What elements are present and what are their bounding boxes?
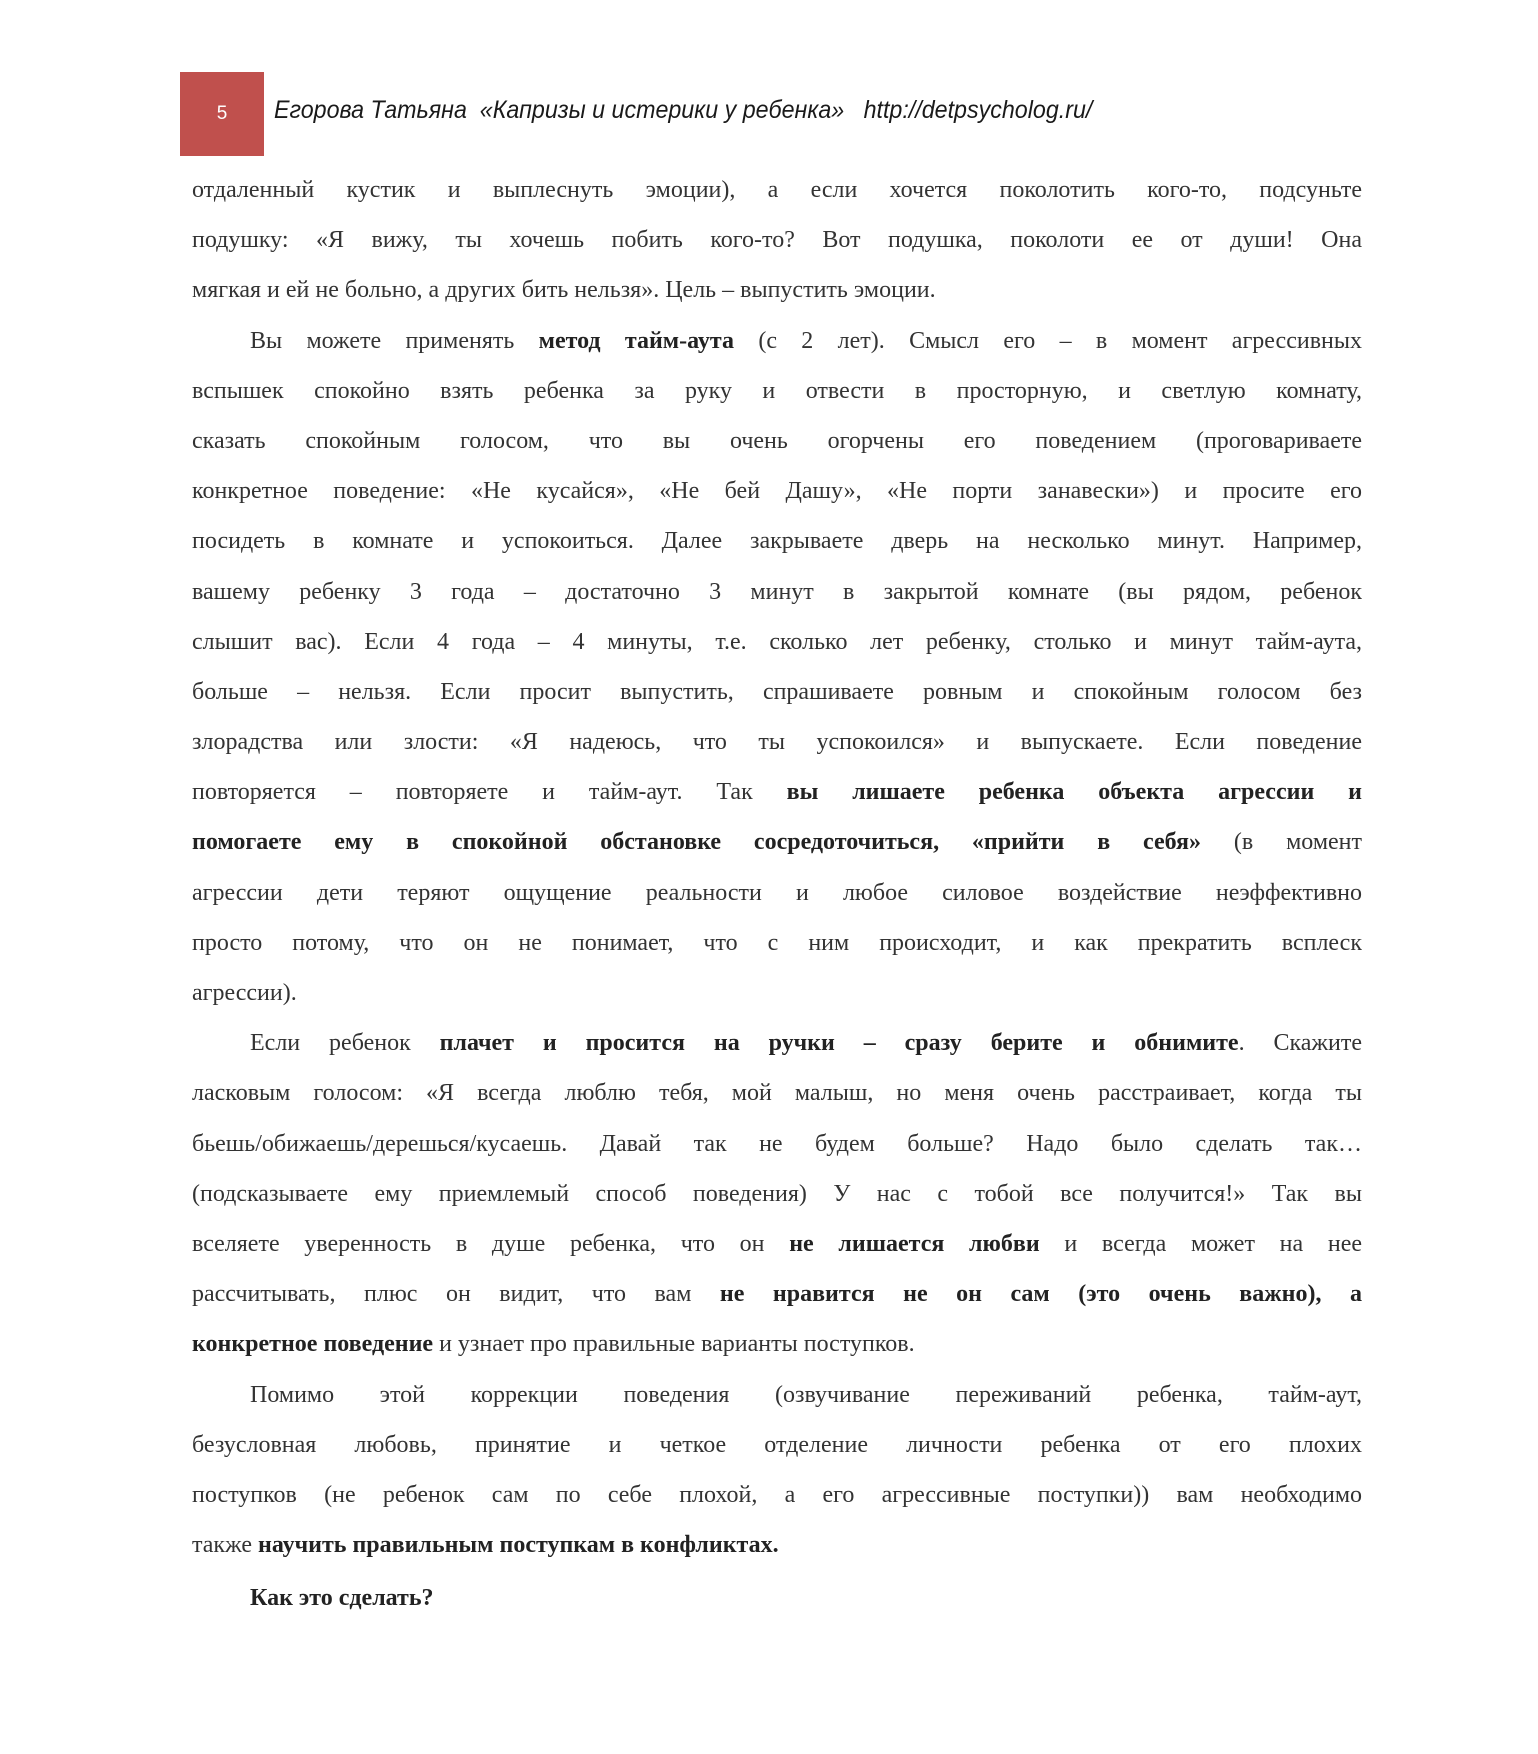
text-line [192,1319,1362,1369]
bold-text: метод тайм-аута [538,327,734,354]
text-run: посидеть в комнате и успокоиться. Далее закрываете дверь на несколько минут. Например, [192,528,1362,555]
text-line [192,1370,1362,1420]
text-run: вспышек спокойно взять ребенка за руку и отвести в просторную, и светлую комнату, [192,377,1362,404]
text-line [192,1269,1362,1319]
text-line [192,968,1362,1018]
page-number-box [180,72,264,156]
text-run: Если ребенок [250,1030,440,1057]
text-line [192,165,1362,215]
text-line [192,1169,1362,1219]
text-run: и узнает про правильные варианты поступков. [433,1331,915,1358]
text-line [192,868,1362,918]
text-run: агрессии дети теряют ощущение реальности и любое силовое воздействие неэффективно [192,879,1362,906]
text-run: слышит вас). Если 4 года – 4 минуты, т.е. сколько лет ребенку, столько и минут тайм-аута, [192,628,1362,655]
text-line [192,1573,1362,1623]
text-line [192,567,1362,617]
text-run: бьешь/обижаешь/дерешься/кусаешь. Давай так не будем больше? Надо было сделать так… [192,1130,1362,1157]
bold-text: вы лишаете ребенка объекта агрессии и [786,779,1362,806]
text-line [192,767,1362,817]
text-line [192,667,1362,717]
text-line [192,1068,1362,1118]
text-run: рассчитывать, плюс он видит, что вам [192,1281,720,1308]
text-line [192,918,1362,968]
text-line [192,1470,1362,1520]
text-run: также [192,1532,259,1559]
text-run: вашему ребенку 3 года – достаточно 3 минут в закрытой комнате (вы рядом, ребенок [192,578,1362,605]
text-run: Помимо этой коррекции поведения (озвучивание переживаний ребенка, тайм-аут, [250,1381,1362,1408]
text-line [192,215,1362,265]
text-run: больше – нельзя. Если просит выпустить, спрашиваете ровным и спокойным голосом без [192,678,1362,705]
document-body [192,165,1362,1623]
text-run: безусловная любовь, принятие и четкое отделение личности ребенка от его плохих [192,1431,1362,1458]
text-run: отдаленный кустик и выплеснуть эмоции), а если хочется поколотить кого-то, подсуньте [192,177,1362,203]
text-line [192,1520,1362,1570]
text-run: конкретное поведение: «Не кусайся», «Не бей Дашу», «Не порти занавески») и просите его [192,478,1362,505]
text-line [192,1420,1362,1470]
text-run: злорадства или злости: «Я надеюсь, что ты успокоился» и выпускаете. Если поведение [192,729,1362,756]
text-run: агрессии). [192,980,297,1006]
bold-text: помогаете ему в спокойной обстановке сосредоточиться, «прийти в себя» [192,829,1202,856]
running-header: Егорова Татьяна «Капризы и истерики у ребенка» http://detpsycholog.ru/ [274,96,1093,124]
text-line [192,265,1362,315]
text-run: подушку: «Я вижу, ты хочешь побить кого-то? Вот подушка, поколоти ее от души! Она [192,227,1362,254]
text-run: и всегда может на нее [1039,1230,1362,1257]
text-run: мягкая и ей не больно, а других бить нельзя». Цель – выпустить эмоции. [192,277,936,304]
text-run: просто потому, что он не понимает, что с ним происходит, и как прекратить всплеск [192,929,1362,956]
bold-text: Как это сделать? [250,1585,434,1612]
bold-text: научить правильным поступкам в конфликтах. [258,1532,779,1559]
text-run: ласковым голосом: «Я всегда люблю тебя, мой малыш, но меня очень расстраивает, когда ты [192,1080,1362,1107]
text-run: Вы можете применять [250,327,539,354]
bold-text: не нравится не он сам (это очень важно), а [719,1281,1362,1308]
text-run: . Скажите [1238,1030,1362,1057]
bold-text: не лишается любви [789,1230,1040,1257]
text-line [192,416,1362,466]
text-line [192,1018,1362,1068]
text-run: вселяете уверенность в душе ребенка, что он [192,1230,790,1257]
text-line [192,717,1362,767]
bold-text: конкретное поведение [192,1331,434,1358]
text-line [192,1219,1362,1269]
text-line [192,516,1362,566]
text-line [192,466,1362,516]
text-run: повторяется – повторяете и тайм-аут. Так [192,779,787,806]
text-run: (с 2 лет). Смысл его – в момент агрессивных [734,327,1362,354]
text-line [192,366,1362,416]
text-run: сказать спокойным голосом, что вы очень огорчены его поведением (проговариваете [192,427,1362,454]
text-line [192,1119,1362,1169]
bold-text: плачет и просится на ручки – сразу берите и обнимите [439,1030,1239,1057]
text-run: (подсказываете ему приемлемый способ поведения) У нас с тобой все получится!» Так вы [192,1180,1362,1207]
text-run: (в момент [1201,829,1362,856]
page-number: 5 [216,103,228,124]
text-line [192,316,1362,366]
text-line [192,817,1362,867]
text-run: поступков (не ребенок сам по себе плохой, а его агрессивные поступки)) вам необходимо [192,1481,1362,1508]
text-line [192,617,1362,667]
